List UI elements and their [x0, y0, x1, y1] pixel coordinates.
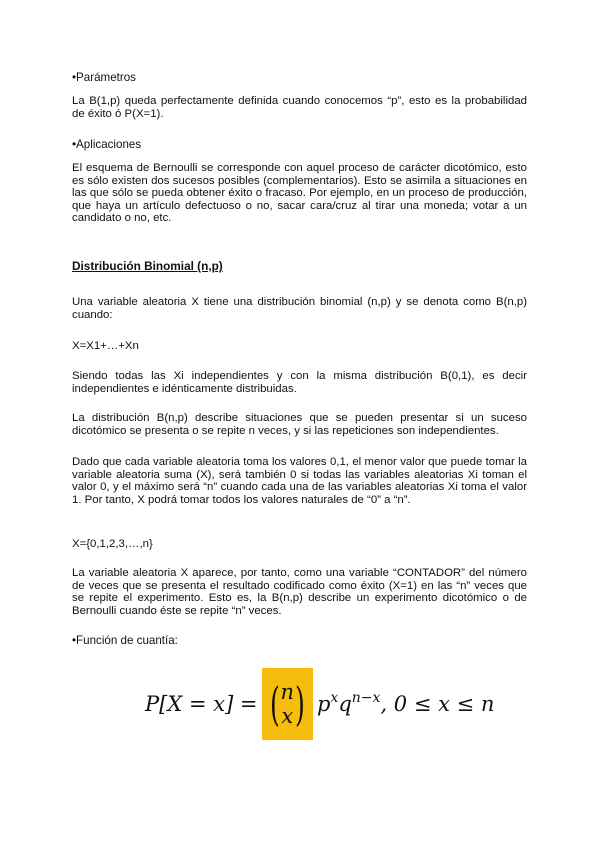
sum-expression: X=X1+…+Xn: [72, 340, 139, 352]
formula-lhs: P[X = x] =: [145, 692, 258, 716]
right-paren-icon: ): [295, 677, 305, 731]
paragraph-aplicaciones: El esquema de Bernoulli se corresponde con aquel proceso de carácter dicotómico, esto es sólo existen dos sucesos posibles (complementarios). Esto se asimila a situaciones en las que sólo se pueda obtener éxito o fracaso. Por ejemplo, en un proceso de producción, que haya un artículo defectuoso o no, sacar cara/cruz al tirar una moneda; votar a un candidato o no, etc.: [72, 162, 527, 225]
paragraph-contador: La variable aleatoria X aparece, por tanto, como una variable “CONTADOR” del número de veces que se presenta el resultado codificado como éxito (X=1) en las “n” veces que se repite el experimento. Esto es, la B(n,p) describe un experimento dicotómico o de Bernoulli cuando éste se repite “n” veces.: [72, 567, 527, 617]
paragraph-definition: Una variable aleatoria X tiene una distribución binomial (n,p) y se denota como B(n,p) cuando:: [72, 296, 527, 321]
formula-rhs: , 0 ≤ x ≤ n: [380, 692, 495, 716]
binomial-coefficient-highlight: [262, 668, 313, 740]
bullet-aplicaciones: •Aplicaciones: [72, 138, 142, 151]
formula-p: p: [316, 692, 331, 716]
left-paren-icon: (: [269, 677, 280, 731]
paragraph-independence: Siendo todas las Xi independientes y con la misma distribución B(0,1), es decir independientes e idénticamente distribuidas.: [72, 370, 527, 395]
pmf-formula: [145, 668, 494, 740]
set-expression: X={0,1,2,3,…,n}: [72, 538, 153, 550]
formula-q-exponent: n−x: [351, 690, 381, 706]
binom-top: n: [280, 680, 295, 704]
bullet-parametros: •Parámetros: [72, 71, 136, 84]
binomial-coefficient: [280, 680, 294, 728]
paragraph-values: Dado que cada variable aleatoria toma los valores 0,1, el menor valor que puede tomar la variable aleatoria suma (X), será también 0 si todas las variables aleatorias Xi toman el valor 0, y el máximo será “n” cuando cada una de las variables aleatorias Xi toma el valor 1. Por tanto, X podrá tomar todos los valores naturales de “0” a “n”.: [72, 456, 527, 506]
formula-q: q: [338, 692, 352, 716]
paragraph-description: La distribución B(n,p) describe situaciones que se pueden presentar si un suceso dicotómico se presenta o se repite n veces, y si las repeticiones son independientes.: [72, 412, 527, 437]
binom-bottom: x: [281, 704, 294, 728]
bullet-funcion-cuantia: •Función de cuantía:: [72, 634, 178, 647]
paragraph-parametros: La B(1,p) queda perfectamente definida cuando conocemos “p”, esto es la probabilidad de éxito ó P(X=1).: [72, 95, 527, 120]
section-heading: Distribución Binomial (n,p): [72, 259, 223, 273]
formula-p-exponent: x: [330, 690, 339, 706]
